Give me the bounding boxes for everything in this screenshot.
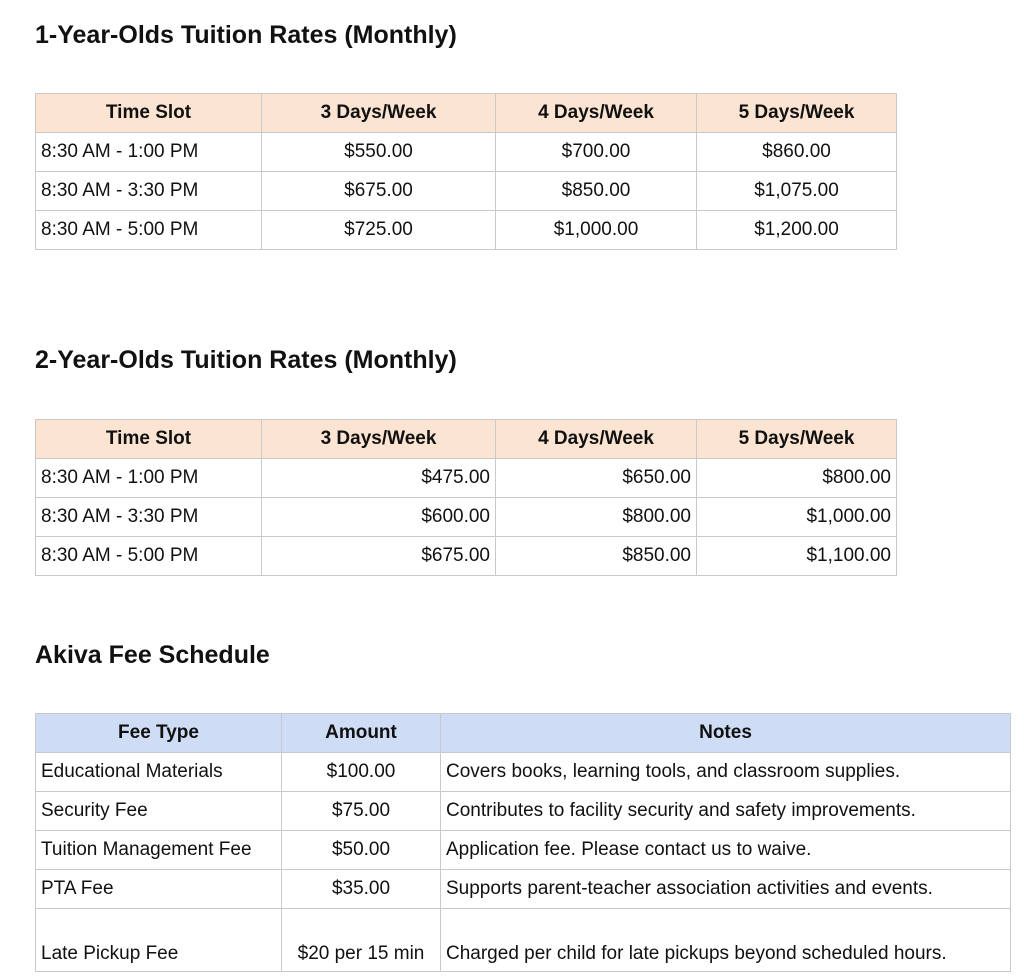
fee-schedule-table [35, 713, 1011, 972]
fee-notes-cell: Contributes to facility security and safety improvements. [441, 792, 1011, 831]
table-row [36, 753, 1011, 792]
two-year-olds-tuition-table [35, 419, 897, 576]
fee-type-cell: Late Pickup Fee [36, 909, 282, 972]
fee-notes-cell: Covers books, learning tools, and classroom supplies. [441, 753, 1011, 792]
time-slot-cell: 8:30 AM - 1:00 PM [36, 459, 262, 498]
fee-type-cell: Tuition Management Fee [36, 831, 282, 870]
table-row [36, 211, 897, 250]
header-time-slot: Time Slot [36, 420, 262, 459]
rate-cell: $1,000.00 [496, 211, 697, 250]
rate-cell: $600.00 [262, 498, 496, 537]
rate-cell: $1,200.00 [697, 211, 897, 250]
table-header-row [36, 420, 897, 459]
header-amount: Amount [282, 714, 441, 753]
fee-type-cell: Security Fee [36, 792, 282, 831]
rate-cell: $700.00 [496, 133, 697, 172]
table-row [36, 172, 897, 211]
header-3-days: 3 Days/Week [262, 420, 496, 459]
fee-amount-cell: $50.00 [282, 831, 441, 870]
table-row [36, 459, 897, 498]
table-row [36, 831, 1011, 870]
fee-amount-cell: $75.00 [282, 792, 441, 831]
rate-cell: $725.00 [262, 211, 496, 250]
rate-cell: $475.00 [262, 459, 496, 498]
rate-cell: $1,075.00 [697, 172, 897, 211]
fee-type-cell: Educational Materials [36, 753, 282, 792]
rate-cell: $675.00 [262, 172, 496, 211]
rate-cell: $860.00 [697, 133, 897, 172]
table-row [36, 133, 897, 172]
fee-notes-cell: Application fee. Please contact us to waive. [441, 831, 1011, 870]
two-year-olds-title: 2-Year-Olds Tuition Rates (Monthly) [35, 346, 457, 374]
time-slot-cell: 8:30 AM - 1:00 PM [36, 133, 262, 172]
rate-cell: $850.00 [496, 537, 697, 576]
header-5-days: 5 Days/Week [697, 420, 897, 459]
fee-schedule-title: Akiva Fee Schedule [35, 641, 270, 669]
fee-amount-cell: $35.00 [282, 870, 441, 909]
header-3-days: 3 Days/Week [262, 94, 496, 133]
fee-notes-cell: Supports parent-teacher association activities and events. [441, 870, 1011, 909]
table-row [36, 909, 1011, 972]
table-header-row [36, 714, 1011, 753]
fee-amount-cell: $100.00 [282, 753, 441, 792]
table-row [36, 870, 1011, 909]
rate-cell: $850.00 [496, 172, 697, 211]
rate-cell: $650.00 [496, 459, 697, 498]
rate-cell: $800.00 [496, 498, 697, 537]
header-time-slot: Time Slot [36, 94, 262, 133]
time-slot-cell: 8:30 AM - 3:30 PM [36, 498, 262, 537]
rate-cell: $675.00 [262, 537, 496, 576]
one-year-olds-tuition-table [35, 93, 897, 250]
time-slot-cell: 8:30 AM - 3:30 PM [36, 172, 262, 211]
one-year-olds-title: 1-Year-Olds Tuition Rates (Monthly) [35, 21, 457, 49]
time-slot-cell: 8:30 AM - 5:00 PM [36, 537, 262, 576]
fee-type-cell: PTA Fee [36, 870, 282, 909]
fee-notes-cell: Charged per child for late pickups beyond scheduled hours. [441, 909, 1011, 972]
rate-cell: $1,000.00 [697, 498, 897, 537]
header-4-days: 4 Days/Week [496, 94, 697, 133]
header-4-days: 4 Days/Week [496, 420, 697, 459]
table-row [36, 498, 897, 537]
table-row [36, 537, 897, 576]
fee-amount-cell: $20 per 15 min [282, 909, 441, 972]
table-row [36, 792, 1011, 831]
header-notes: Notes [441, 714, 1011, 753]
header-5-days: 5 Days/Week [697, 94, 897, 133]
rate-cell: $800.00 [697, 459, 897, 498]
time-slot-cell: 8:30 AM - 5:00 PM [36, 211, 262, 250]
header-fee-type: Fee Type [36, 714, 282, 753]
table-header-row [36, 94, 897, 133]
rate-cell: $1,100.00 [697, 537, 897, 576]
rate-cell: $550.00 [262, 133, 496, 172]
